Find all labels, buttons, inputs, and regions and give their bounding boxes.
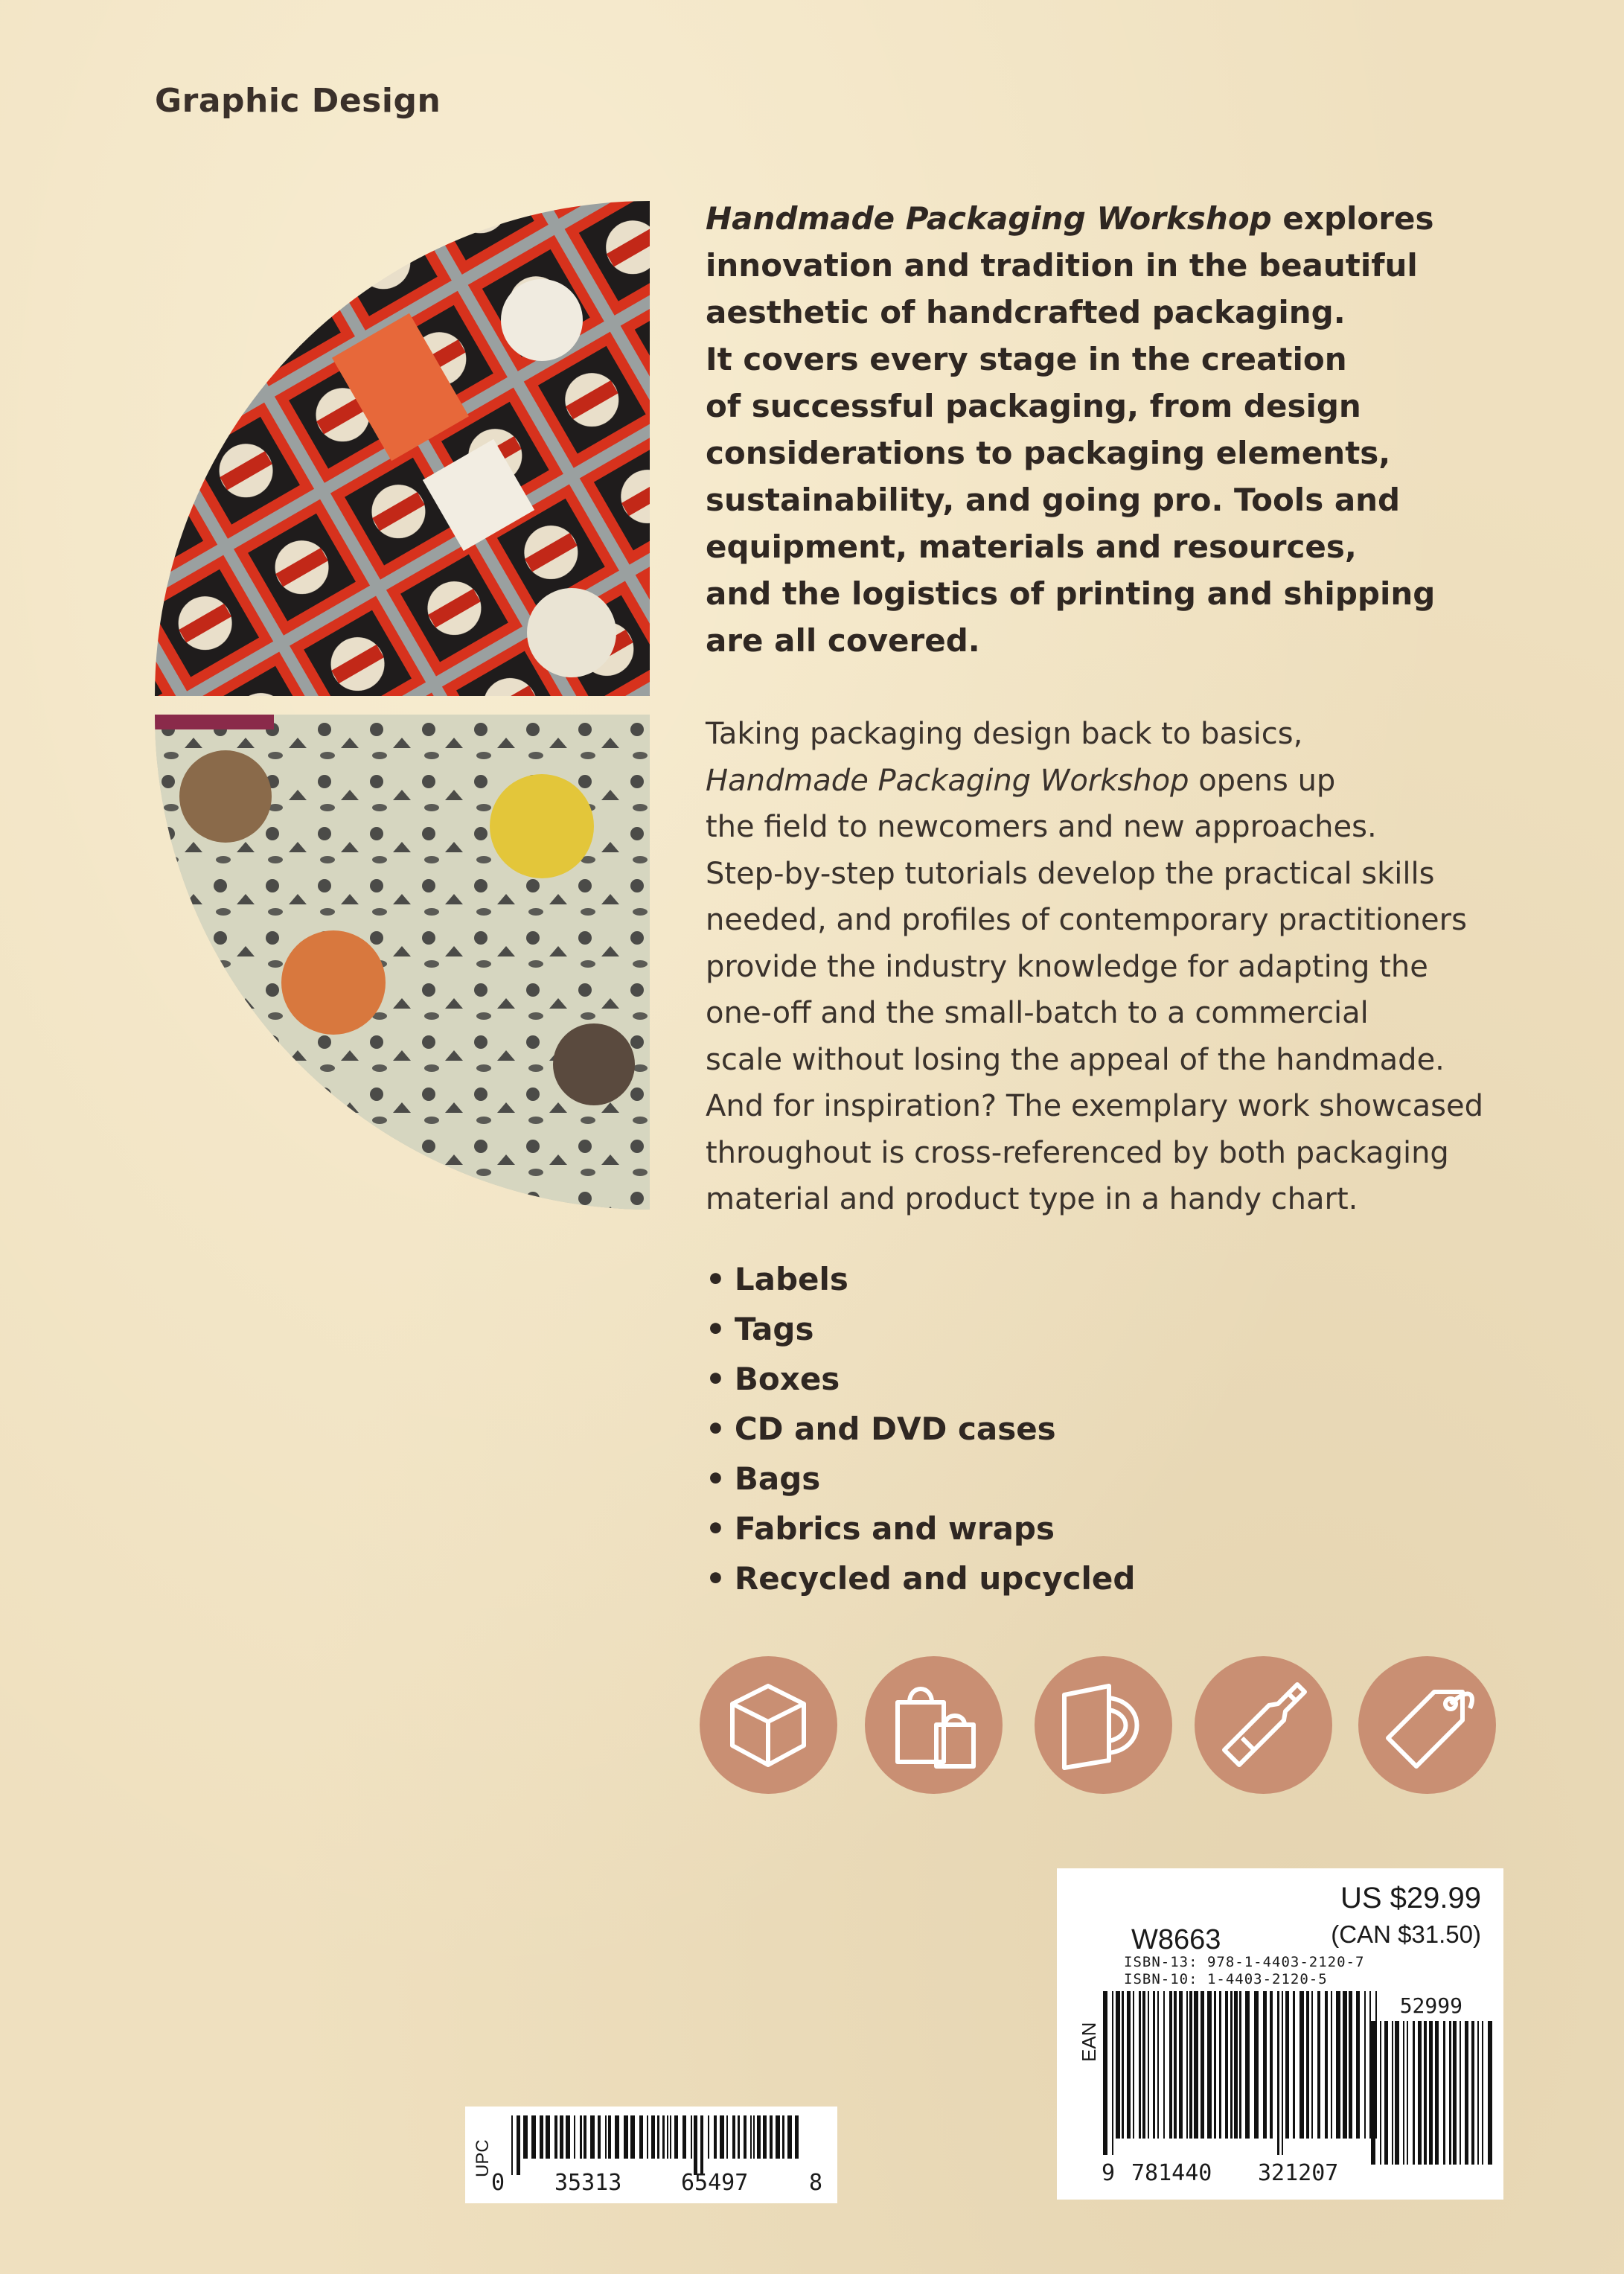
barcode-bar <box>1293 1991 1295 2139</box>
barcode-bar <box>624 2115 628 2159</box>
cd-case-icon <box>1035 1656 1172 1794</box>
ean-label: EAN <box>1078 2022 1100 2062</box>
barcode-bar <box>1311 1991 1313 2139</box>
description-line: the field to newcomers and new approaches. <box>706 810 1377 844</box>
matchbox-labels-photo <box>155 201 650 696</box>
upc-label: UPC <box>473 2139 493 2177</box>
barcode-bar <box>651 2115 655 2159</box>
barcode-bar <box>630 2115 635 2159</box>
barcode-bar <box>795 2115 799 2159</box>
barcode-bar <box>1371 2021 1375 2165</box>
barcode-bar <box>1460 2021 1461 2165</box>
barcode-bar <box>1336 1991 1340 2139</box>
barcode-bar <box>1239 1991 1241 2139</box>
barcode-bar <box>1103 1991 1107 2155</box>
blurb-line: and the logistics of printing and shipping <box>706 575 1436 612</box>
barcode-bar <box>1471 2021 1474 2165</box>
blurb-line: innovation and tradition in the beautiful <box>706 247 1418 284</box>
barcode-bar <box>694 2115 697 2175</box>
barcode-bar <box>1395 2021 1399 2165</box>
category-label: Graphic Design <box>155 82 441 120</box>
barcode-bar <box>1424 2021 1427 2165</box>
barcode-bar <box>1349 1991 1352 2139</box>
barcode-bar <box>1413 2021 1415 2165</box>
barcode-bar <box>1270 1991 1273 2139</box>
barcode-bar <box>732 2115 735 2159</box>
barcode-bar <box>763 2115 767 2159</box>
barcode-bar <box>770 2115 773 2159</box>
barcode-bar <box>738 2115 740 2159</box>
barcode-bar <box>1356 1991 1360 2139</box>
barcode-bar <box>1225 1991 1228 2139</box>
feature-item: • Bags <box>706 1454 1135 1504</box>
upc-digit-group-2: 65497 <box>681 2170 749 2196</box>
barcode-bar <box>1157 1991 1159 2139</box>
feature-item: • CD and DVD cases <box>706 1404 1135 1454</box>
barcode-bar <box>615 2115 619 2159</box>
barcode-bar <box>598 2115 601 2159</box>
barcode-bar <box>674 2115 678 2159</box>
description-line: needed, and profiles of contemporary practitioners <box>706 903 1467 937</box>
barcode-bar <box>726 2115 728 2159</box>
barcode-bar <box>1127 1991 1131 2139</box>
barcode-bar <box>750 2115 752 2159</box>
barcode-bar <box>1429 2021 1433 2165</box>
barcode-bar <box>1139 1991 1141 2139</box>
barcode-bar <box>1148 1991 1149 2139</box>
description-paragraph <box>706 711 1561 1223</box>
feature-item: • Tags <box>706 1304 1135 1354</box>
barcode-bar <box>700 2115 703 2175</box>
product-code: W8663 <box>1131 1924 1221 1955</box>
barcode-bar <box>546 2115 550 2159</box>
barcode-bar <box>1245 1991 1250 2139</box>
price-addon-digits: 52999 <box>1399 1993 1462 2018</box>
barcode-bar <box>1207 1991 1212 2139</box>
box-icon <box>700 1656 837 1794</box>
description-line: Step-by-step tutorials develop the practical skills <box>706 856 1435 891</box>
barcode-bar <box>1465 2021 1468 2165</box>
barcode-bar <box>1142 1991 1145 2139</box>
packaging-icon-row <box>700 1656 1503 1798</box>
barcode-bar <box>1449 2021 1451 2165</box>
barcode-bar <box>1380 2021 1381 2165</box>
barcode-bar <box>1403 2021 1404 2165</box>
barcode-bar <box>1477 2021 1479 2165</box>
upc-first-digit: 0 <box>491 2170 505 2196</box>
upc-barcode-label <box>465 2107 837 2203</box>
barcode-bar <box>647 2115 648 2159</box>
isbn10-text: ISBN-10: 1-4403-2120-5 <box>1124 1971 1328 1987</box>
ean-digit-group-1: 781440 <box>1131 2160 1212 2186</box>
barcode-bar <box>1163 1991 1165 2139</box>
barcode-bar <box>1443 2021 1445 2165</box>
barcode-bar <box>1407 2021 1408 2165</box>
blurb-paragraph <box>706 195 1561 664</box>
barcode-bar <box>682 2115 686 2159</box>
barcode-bar <box>1186 1991 1188 2139</box>
barcode-bar <box>1201 1991 1204 2139</box>
barcode-bar <box>1214 1991 1216 2139</box>
ean-digit-group-2: 321207 <box>1258 2160 1339 2186</box>
upc-barcode <box>510 2115 800 2197</box>
barcode-bar <box>1277 1991 1279 2155</box>
barcode-bar <box>517 2115 520 2175</box>
barcode-bar <box>554 2115 557 2159</box>
barcode-bar <box>753 2115 755 2159</box>
barcode-bar <box>605 2115 607 2159</box>
barcode-bar <box>1219 1991 1221 2139</box>
barcode-bar <box>744 2115 747 2159</box>
barcode-bar <box>657 2115 659 2159</box>
barcode-bar <box>708 2115 709 2159</box>
ean-barcode <box>1102 1991 1384 2155</box>
barcode-bar <box>1116 1991 1120 2139</box>
description-line: opens up <box>1189 763 1336 798</box>
barcode-bar <box>580 2115 582 2159</box>
isbn13-text: ISBN-13: 978-1-4403-2120-7 <box>1124 1954 1365 1970</box>
barcode-bar <box>1482 2021 1483 2165</box>
bottle-icon <box>1195 1656 1332 1794</box>
canada-price: (CAN $31.50) <box>1331 1920 1481 1948</box>
us-price: US $29.99 <box>1340 1882 1481 1914</box>
barcode-bar <box>531 2115 536 2159</box>
barcode-bar <box>1488 2021 1492 2165</box>
blurb-line: equipment, materials and resources, <box>706 528 1357 565</box>
barcode-bar <box>1189 1991 1192 2139</box>
blurb-line: It covers every stage in the creation <box>706 341 1347 377</box>
barcode-bar <box>1263 1991 1267 2139</box>
barcode-bar <box>1418 2021 1422 2165</box>
barcode-bar <box>1299 1991 1304 2139</box>
barcode-bar <box>1234 1991 1238 2139</box>
barcode-bar <box>1384 2021 1388 2165</box>
upc-last-digit: 8 <box>809 2170 823 2196</box>
barcode-bar <box>1194 1991 1198 2139</box>
barcode-bar <box>670 2115 671 2159</box>
blurb-line: of successful packaging, from design <box>706 388 1361 424</box>
barcode-bar <box>1174 1991 1177 2139</box>
barcode-bar <box>1133 1991 1134 2139</box>
description-line: scale without losing the appeal of the handmade. <box>706 1042 1445 1077</box>
barcode-bar <box>1230 1991 1233 2139</box>
barcode-bar <box>574 2115 575 2159</box>
barcode-bar <box>1169 1991 1172 2139</box>
barcode-bar <box>590 2115 595 2159</box>
barcode-bar <box>782 2115 784 2159</box>
barcode-bar <box>1282 1991 1283 2155</box>
description-line: And for inspiration? The exemplary work showcased <box>706 1089 1483 1123</box>
description-line: material and product type in a handy chart. <box>706 1182 1358 1216</box>
ean-first-digit: 9 <box>1102 2160 1116 2186</box>
feature-item: • Recycled and upcycled <box>706 1553 1135 1603</box>
barcode-bar <box>1435 2021 1439 2165</box>
blurb-line: sustainability, and going pro. Tools and <box>706 482 1401 518</box>
barcode-bar <box>667 2115 668 2159</box>
barcode-bar <box>1112 1991 1113 2155</box>
barcode-bar <box>540 2115 543 2159</box>
isbn-barcode-label <box>1057 1868 1503 2200</box>
barcode-bar <box>662 2115 665 2159</box>
description-line: provide the industry knowledge for adapting the <box>706 949 1428 984</box>
barcode-bar <box>1254 1991 1259 2139</box>
blurb-line: considerations to packaging elements, <box>706 435 1391 471</box>
barcode-bar <box>1317 1991 1320 2139</box>
feature-item: • Fabrics and wraps <box>706 1504 1135 1553</box>
barcode-bar <box>787 2115 792 2159</box>
upc-digit-group-1: 35313 <box>554 2170 622 2196</box>
barcode-bar <box>720 2115 724 2159</box>
description-book-title: Handmade Packaging Workshop <box>706 763 1189 798</box>
barcode-bar <box>1453 2021 1457 2165</box>
barcode-bar <box>608 2115 611 2159</box>
barcode-bar <box>511 2115 513 2175</box>
barcode-bar <box>1392 2021 1393 2165</box>
description-line: throughout is cross-referenced by both packaging <box>706 1135 1449 1170</box>
barcode-bar <box>714 2115 717 2159</box>
feature-item: • Labels <box>706 1254 1135 1304</box>
feature-list <box>706 1254 1135 1603</box>
barcode-bar <box>1325 1991 1328 2139</box>
barcode-bar <box>1343 1991 1347 2139</box>
tag-icon <box>1358 1656 1496 1794</box>
barcode-bar <box>1153 1991 1155 2139</box>
description-line: Taking packaging design back to basics, <box>706 717 1303 751</box>
barcode-bar <box>639 2115 643 2159</box>
barcode-bar <box>1331 1991 1332 2139</box>
barcode-bar <box>1122 1991 1124 2139</box>
barcode-bar <box>757 2115 761 2159</box>
feature-item: • Boxes <box>706 1354 1135 1404</box>
barcode-bar <box>776 2115 780 2159</box>
barcode-bar <box>1306 1991 1309 2139</box>
barcode-bar <box>1364 1991 1366 2139</box>
description-line: one-off and the small-batch to a commercial <box>706 996 1369 1030</box>
barcode-bar <box>523 2115 528 2159</box>
addon-barcode <box>1369 2021 1492 2181</box>
printed-boxes-photo <box>155 715 650 1210</box>
blurb-book-title: Handmade Packaging Workshop <box>706 200 1272 237</box>
barcode-bar <box>691 2115 692 2159</box>
barcode-bar <box>560 2115 563 2159</box>
barcode-bar <box>584 2115 586 2159</box>
blurb-line: aesthetic of handcrafted packaging. <box>706 294 1346 330</box>
blurb-line: are all covered. <box>706 622 980 659</box>
barcode-bar <box>1285 1991 1289 2139</box>
blurb-line: explores <box>1271 200 1434 237</box>
barcode-bar <box>566 2115 570 2159</box>
barcode-bar <box>1179 1991 1183 2139</box>
shopping-bag-icon <box>865 1656 1003 1794</box>
